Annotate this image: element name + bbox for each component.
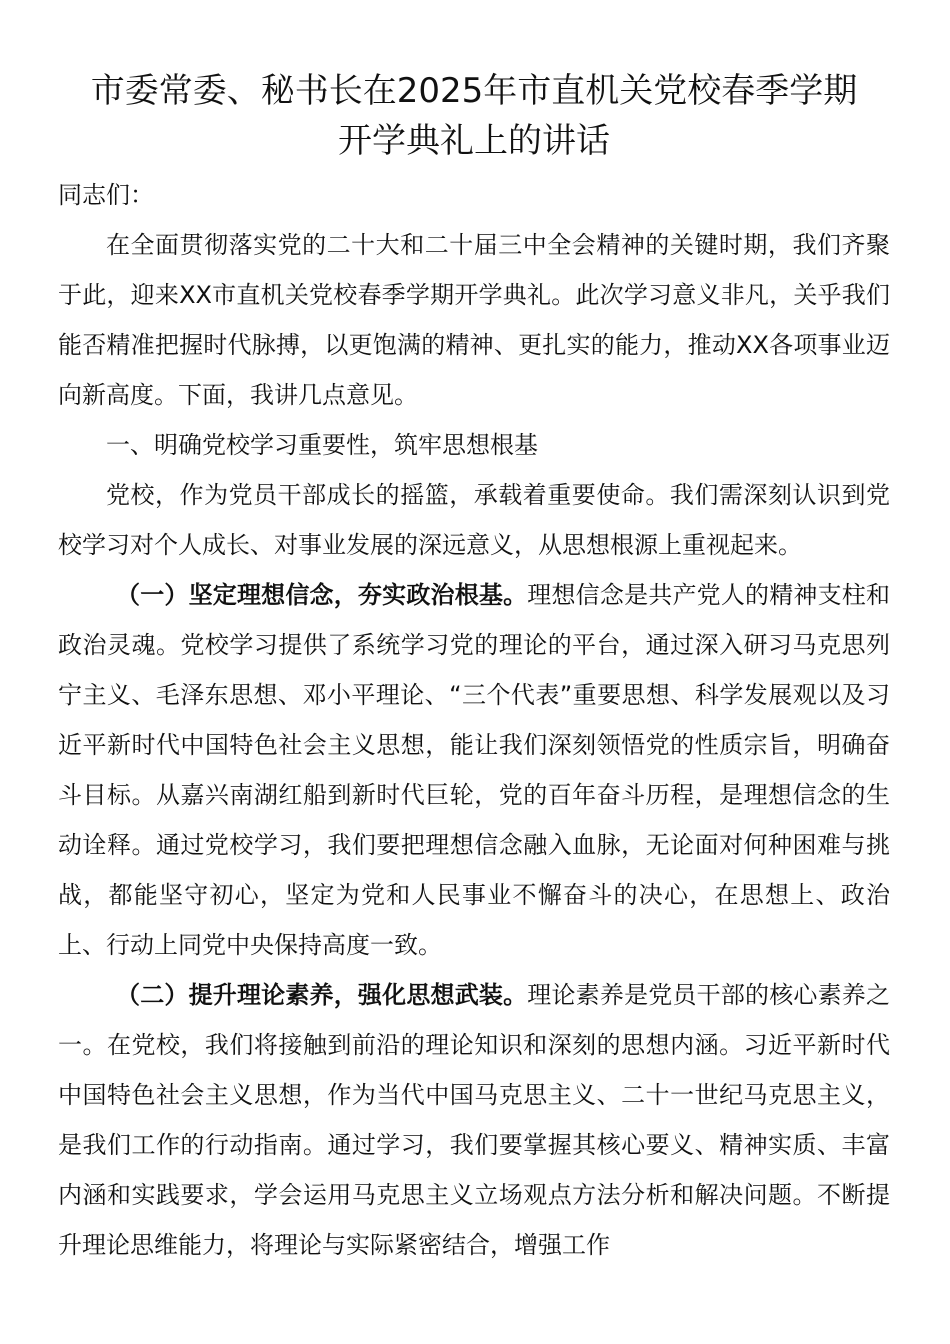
subsection-1-heading: （一）坚定理想信念，夯实政治根基。	[116, 581, 528, 609]
document-title	[58, 66, 890, 166]
intro-paragraph: 在全面贯彻落实党的二十大和二十届三中全会精神的关键时期，我们齐聚于此，迎来XX市直机关党校春季学期开学典礼。此次学习意义非凡，关乎我们能否精准把握时代脉搏，以更饱满的精神、更扎实的能力，推动XX各项事业迈向新高度。下面，我讲几点意见。	[58, 231, 890, 409]
subsection-2-heading: （二）提升理论素养，强化思想武装。	[116, 981, 528, 1009]
subsection-2-paragraph	[58, 970, 890, 1270]
subsection-1-body: 理想信念是共产党人的精神支柱和政治灵魂。党校学习提供了系统学习党的理论的平台，通过深入研习马克思列宁主义、毛泽东思想、邓小平理论、“三个代表”重要思想、科学发展观以及习近平新时代中国特色社会主义思想，能让我们深刻领悟党的性质宗旨，明确奋斗目标。从嘉兴南湖红船到新时代巨轮，党的百年奋斗历程，是理想信念的生动诠释。通过党校学习，我们要把理想信念融入血脉，无论面对何种困难与挑战，都能坚守初心，坚定为党和人民事业不懈奋斗的决心，在思想上、政治上、行动上同党中央保持高度一致。	[58, 581, 891, 959]
section-1-heading: 一、明确党校学习重要性，筑牢思想根基	[106, 431, 538, 459]
title-line-1: 市委常委、秘书长在2025年市直机关党校春季学期	[90, 71, 858, 111]
section-1-intro: 党校，作为党员干部成长的摇篮，承载着重要使命。我们需深刻认识到党校学习对个人成长、对事业发展的深远意义，从思想根源上重视起来。	[58, 481, 890, 559]
subsection-2-body: 理论素养是党员干部的核心素养之一。在党校，我们将接触到前沿的理论知识和深刻的思想内涵。习近平新时代中国特色社会主义思想，作为当代中国马克思主义、二十一世纪马克思主义，是我们工作的行动指南。通过学习，我们要掌握其核心要义、精神实质、丰富内涵和实践要求，学会运用马克思主义立场观点方法分析和解决问题。不断提升理论思维能力，将理论与实际紧密结合，增强工作	[58, 981, 891, 1259]
subsection-1-paragraph	[58, 570, 890, 970]
title-line-2: 开学典礼上的讲话	[338, 121, 610, 161]
salutation: 同志们：	[58, 181, 154, 209]
document-page	[58, 66, 890, 1270]
